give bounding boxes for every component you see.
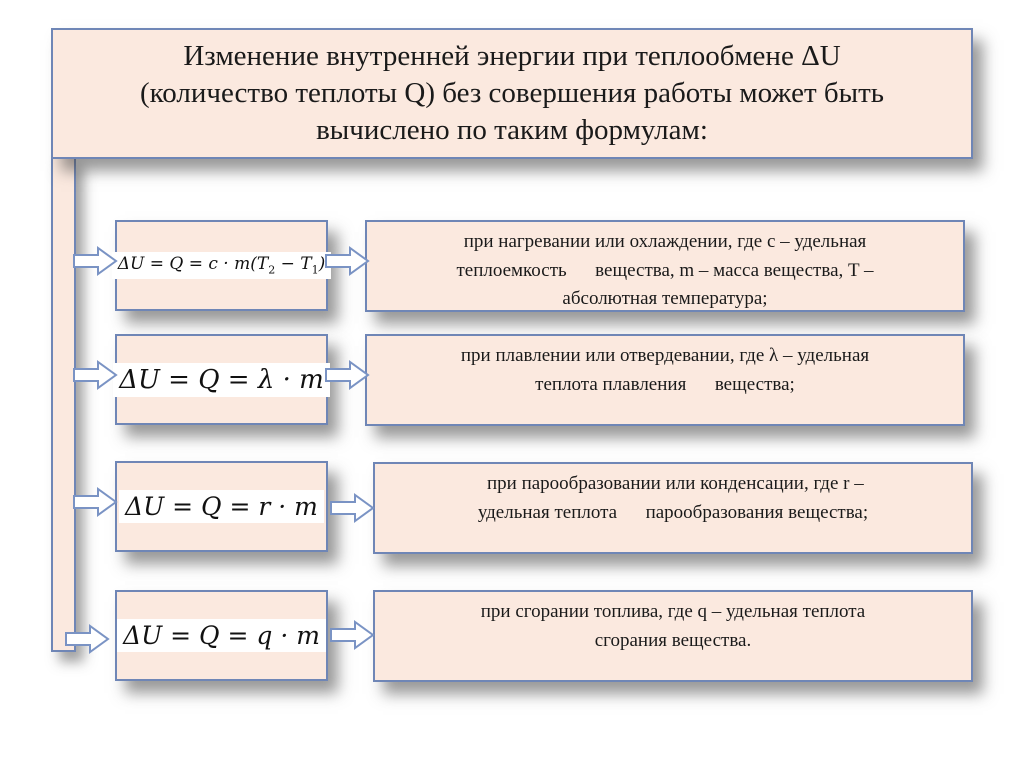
title-line-2: (количество теплоты Q) без совершения работы может быть bbox=[139, 76, 885, 109]
description-line: при плавлении или отвердевании, где λ – удельная bbox=[460, 345, 870, 366]
formula-heating: $\Delta U = Q = c \cdot m(T_2 - T_1)$ bbox=[112, 252, 332, 278]
formula-vaporization: ΔU = Q = r · m bbox=[119, 490, 324, 523]
right-arrow-icon bbox=[72, 360, 118, 390]
description-line: абсолютная температура; bbox=[562, 288, 768, 309]
formula-box-vaporization bbox=[115, 461, 328, 552]
title-box bbox=[51, 28, 973, 159]
description-heating bbox=[456, 228, 873, 314]
description-line: при парообразовании или конденсации, где r – bbox=[482, 473, 864, 494]
description-melting bbox=[461, 342, 869, 399]
description-line: при сгорании топлива, где q – удельная теплота bbox=[480, 601, 866, 622]
description-box-melting bbox=[365, 334, 965, 426]
right-arrow-icon bbox=[72, 246, 118, 276]
right-arrow-icon bbox=[324, 246, 370, 276]
description-box-heating bbox=[365, 220, 965, 312]
right-arrow-icon bbox=[329, 620, 375, 650]
vertical-connector bbox=[51, 156, 76, 652]
formula-box-combustion bbox=[115, 590, 328, 681]
title-line-1: Изменение внутренней энергии при теплообмене ΔU bbox=[183, 39, 841, 72]
formula-melting: ΔU = Q = λ · m bbox=[113, 363, 330, 397]
formula-box-melting bbox=[115, 334, 328, 425]
description-line: удельная теплота парообразования вещества; bbox=[477, 501, 869, 523]
title-text bbox=[140, 38, 884, 149]
description-combustion bbox=[481, 598, 866, 655]
right-arrow-icon bbox=[64, 624, 110, 654]
description-line: теплоемкость вещества, m – масса вещества, T – bbox=[456, 259, 874, 281]
description-vaporization bbox=[478, 470, 868, 527]
description-line: теплота плавления вещества; bbox=[535, 373, 795, 395]
description-line: сгорания вещества. bbox=[594, 629, 752, 651]
description-line: при нагревании или охлаждении, где c – удельная bbox=[463, 231, 867, 252]
formula-combustion: ΔU = Q = q · m bbox=[117, 619, 326, 652]
right-arrow-icon bbox=[329, 493, 375, 523]
title-line-3: вычислено по таким формулам: bbox=[316, 114, 708, 147]
description-box-vaporization bbox=[373, 462, 973, 554]
description-box-combustion bbox=[373, 590, 973, 682]
right-arrow-icon bbox=[324, 360, 370, 390]
formula-box-heating bbox=[115, 220, 328, 311]
right-arrow-icon bbox=[72, 487, 118, 517]
